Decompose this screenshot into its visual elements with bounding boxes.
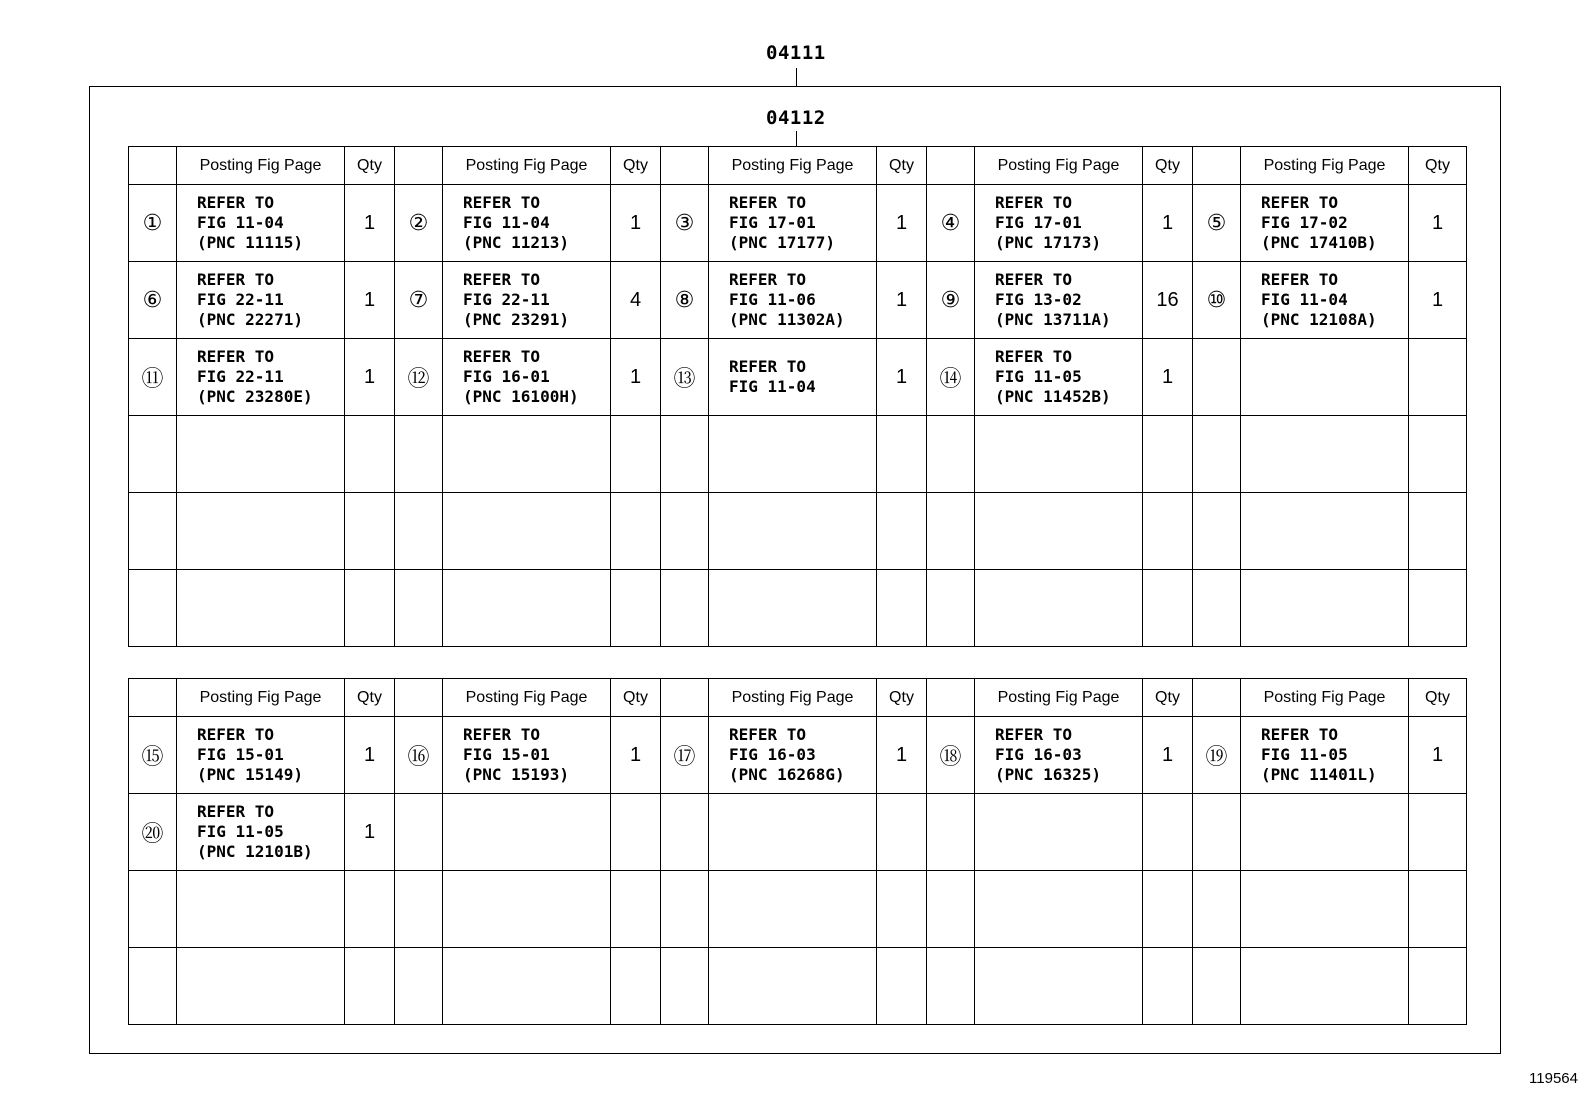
callout-number bbox=[661, 794, 709, 871]
callout-number bbox=[395, 948, 443, 1025]
qty-cell bbox=[1143, 871, 1193, 948]
reference-line: REFER TO bbox=[995, 270, 1073, 289]
inner-label-leader bbox=[796, 131, 797, 146]
reference-line: (PNC 15193) bbox=[463, 765, 569, 784]
number-header bbox=[927, 679, 975, 717]
reference-line: (PNC 17410B) bbox=[1261, 233, 1377, 252]
top-assembly-label: 04111 bbox=[766, 42, 826, 64]
reference-line: REFER TO bbox=[995, 725, 1073, 744]
qty-cell bbox=[877, 871, 927, 948]
table-row bbox=[129, 416, 1467, 493]
reference-line: FIG 17-01 bbox=[995, 213, 1082, 232]
qty-cell bbox=[877, 948, 927, 1025]
callout-number: ⑧ bbox=[661, 262, 709, 339]
reference-line: FIG 11-04 bbox=[729, 377, 816, 396]
illustration-number: 119564 bbox=[1529, 1070, 1578, 1087]
qty-header: Qty bbox=[1143, 679, 1193, 717]
callout-number bbox=[395, 416, 443, 493]
callout-number: ⑫ bbox=[395, 339, 443, 416]
reference-line: REFER TO bbox=[729, 270, 807, 289]
top-parts-table bbox=[128, 146, 1467, 647]
reference-line: (PNC 23291) bbox=[463, 310, 569, 329]
posting-fig-page-cell bbox=[709, 948, 877, 1025]
callout-number bbox=[129, 570, 177, 647]
reference-line: REFER TO bbox=[197, 193, 275, 212]
callout-number bbox=[395, 570, 443, 647]
callout-number: ⑭ bbox=[927, 339, 975, 416]
qty-cell bbox=[1143, 948, 1193, 1025]
posting-fig-page-cell bbox=[1241, 493, 1409, 570]
reference-line: FIG 22-11 bbox=[197, 290, 284, 309]
reference-line: (PNC 11115) bbox=[197, 233, 303, 252]
qty-cell bbox=[611, 493, 661, 570]
callout-number bbox=[661, 416, 709, 493]
posting-fig-page-cell bbox=[975, 416, 1143, 493]
reference-line: (PNC 11302A) bbox=[729, 310, 845, 329]
qty-cell: 1 bbox=[345, 717, 395, 794]
callout-number: ② bbox=[395, 185, 443, 262]
qty-header: Qty bbox=[611, 679, 661, 717]
callout-number bbox=[1193, 948, 1241, 1025]
qty-header: Qty bbox=[611, 147, 661, 185]
bottom-parts-table bbox=[128, 678, 1467, 1025]
callout-number: ⑰ bbox=[661, 717, 709, 794]
reference-line: FIG 13-02 bbox=[995, 290, 1082, 309]
posting-fig-page-cell bbox=[1241, 794, 1409, 871]
qty-cell bbox=[1143, 794, 1193, 871]
reference-line: (PNC 23280E) bbox=[197, 387, 313, 406]
callout-number bbox=[927, 493, 975, 570]
posting-fig-page-cell bbox=[709, 871, 877, 948]
reference-line: REFER TO bbox=[729, 725, 807, 744]
number-header bbox=[129, 679, 177, 717]
reference-line: (PNC 11401L) bbox=[1261, 765, 1377, 784]
callout-number bbox=[927, 416, 975, 493]
qty-cell: 1 bbox=[345, 185, 395, 262]
posting-fig-page-cell bbox=[975, 339, 1143, 416]
qty-cell: 1 bbox=[877, 185, 927, 262]
reference-line: (PNC 22271) bbox=[197, 310, 303, 329]
posting-fig-page-cell bbox=[1241, 948, 1409, 1025]
qty-cell: 1 bbox=[1143, 339, 1193, 416]
number-header bbox=[927, 147, 975, 185]
reference-line: REFER TO bbox=[463, 193, 541, 212]
posting-fig-page-cell bbox=[709, 794, 877, 871]
qty-header: Qty bbox=[1409, 147, 1467, 185]
qty-cell: 1 bbox=[1143, 717, 1193, 794]
qty-cell bbox=[877, 493, 927, 570]
posting-fig-page-header: Posting Fig Page bbox=[1241, 679, 1409, 717]
reference-line: REFER TO bbox=[729, 193, 807, 212]
qty-cell bbox=[611, 570, 661, 647]
reference-line: REFER TO bbox=[995, 347, 1073, 366]
number-header bbox=[395, 679, 443, 717]
posting-fig-page-cell bbox=[177, 570, 345, 647]
table-row bbox=[129, 570, 1467, 647]
callout-number bbox=[129, 493, 177, 570]
callout-number: ③ bbox=[661, 185, 709, 262]
qty-cell: 1 bbox=[1409, 262, 1467, 339]
posting-fig-page-cell bbox=[709, 262, 877, 339]
callout-number bbox=[927, 794, 975, 871]
posting-fig-page-cell bbox=[177, 717, 345, 794]
qty-cell bbox=[345, 570, 395, 647]
posting-fig-page-header: Posting Fig Page bbox=[177, 679, 345, 717]
callout-number bbox=[661, 948, 709, 1025]
callout-number: ⑦ bbox=[395, 262, 443, 339]
callout-number bbox=[395, 794, 443, 871]
qty-cell: 1 bbox=[1143, 185, 1193, 262]
qty-cell: 1 bbox=[611, 717, 661, 794]
posting-fig-page-cell bbox=[443, 262, 611, 339]
reference-line: REFER TO bbox=[197, 802, 275, 821]
qty-cell: 1 bbox=[1409, 717, 1467, 794]
posting-fig-page-cell bbox=[177, 794, 345, 871]
qty-cell: 1 bbox=[345, 794, 395, 871]
reference-line: (PNC 17177) bbox=[729, 233, 835, 252]
qty-cell: 1 bbox=[877, 339, 927, 416]
callout-number: ⑯ bbox=[395, 717, 443, 794]
posting-fig-page-cell bbox=[709, 185, 877, 262]
reference-line: (PNC 11452B) bbox=[995, 387, 1111, 406]
callout-number bbox=[395, 871, 443, 948]
header-row bbox=[129, 679, 1467, 717]
qty-cell bbox=[1409, 416, 1467, 493]
reference-line: FIG 16-03 bbox=[729, 745, 816, 764]
posting-fig-page-cell bbox=[709, 570, 877, 647]
qty-header: Qty bbox=[345, 147, 395, 185]
qty-cell bbox=[1143, 493, 1193, 570]
qty-cell bbox=[345, 416, 395, 493]
reference-line: FIG 22-11 bbox=[463, 290, 550, 309]
reference-line: REFER TO bbox=[1261, 725, 1339, 744]
qty-cell bbox=[1409, 871, 1467, 948]
callout-number: ⑮ bbox=[129, 717, 177, 794]
callout-number: ⑱ bbox=[927, 717, 975, 794]
callout-number bbox=[661, 493, 709, 570]
callout-number bbox=[927, 570, 975, 647]
posting-fig-page-cell bbox=[177, 871, 345, 948]
callout-number: ⑬ bbox=[661, 339, 709, 416]
reference-line: FIG 11-04 bbox=[197, 213, 284, 232]
posting-fig-page-cell bbox=[443, 493, 611, 570]
reference-line: FIG 11-04 bbox=[1261, 290, 1348, 309]
posting-fig-page-cell bbox=[709, 416, 877, 493]
table-row bbox=[129, 339, 1467, 416]
posting-fig-page-header: Posting Fig Page bbox=[975, 147, 1143, 185]
posting-fig-page-cell bbox=[177, 948, 345, 1025]
posting-fig-page-header: Posting Fig Page bbox=[443, 679, 611, 717]
qty-cell bbox=[611, 948, 661, 1025]
reference-line: (PNC 11213) bbox=[463, 233, 569, 252]
qty-cell bbox=[1143, 416, 1193, 493]
qty-cell: 4 bbox=[611, 262, 661, 339]
posting-fig-page-cell bbox=[443, 570, 611, 647]
posting-fig-page-cell bbox=[443, 416, 611, 493]
callout-number: ⑲ bbox=[1193, 717, 1241, 794]
posting-fig-page-cell bbox=[1241, 416, 1409, 493]
table-row bbox=[129, 948, 1467, 1025]
callout-number bbox=[395, 493, 443, 570]
callout-number bbox=[927, 948, 975, 1025]
posting-fig-page-cell bbox=[975, 717, 1143, 794]
qty-cell bbox=[345, 948, 395, 1025]
posting-fig-page-cell bbox=[443, 717, 611, 794]
reference-line: FIG 17-02 bbox=[1261, 213, 1348, 232]
callout-number bbox=[1193, 871, 1241, 948]
posting-fig-page-cell bbox=[1241, 871, 1409, 948]
qty-cell bbox=[611, 794, 661, 871]
reference-line: FIG 15-01 bbox=[463, 745, 550, 764]
table-row bbox=[129, 794, 1467, 871]
reference-line: REFER TO bbox=[463, 270, 541, 289]
callout-number: ⑩ bbox=[1193, 262, 1241, 339]
number-header bbox=[1193, 679, 1241, 717]
posting-fig-page-cell bbox=[443, 871, 611, 948]
qty-cell bbox=[611, 416, 661, 493]
posting-fig-page-cell bbox=[443, 794, 611, 871]
posting-fig-page-cell bbox=[975, 262, 1143, 339]
posting-fig-page-cell bbox=[1241, 339, 1409, 416]
callout-number bbox=[129, 871, 177, 948]
qty-cell: 1 bbox=[345, 262, 395, 339]
callout-number: ⑤ bbox=[1193, 185, 1241, 262]
callout-number: ⑳ bbox=[129, 794, 177, 871]
qty-cell bbox=[1409, 493, 1467, 570]
callout-number bbox=[661, 570, 709, 647]
reference-line: (PNC 16100H) bbox=[463, 387, 579, 406]
reference-line: REFER TO bbox=[197, 725, 275, 744]
reference-line: (PNC 15149) bbox=[197, 765, 303, 784]
qty-header: Qty bbox=[1409, 679, 1467, 717]
posting-fig-page-header: Posting Fig Page bbox=[443, 147, 611, 185]
number-header bbox=[129, 147, 177, 185]
qty-cell bbox=[877, 416, 927, 493]
qty-header: Qty bbox=[345, 679, 395, 717]
number-header bbox=[661, 679, 709, 717]
posting-fig-page-cell bbox=[709, 493, 877, 570]
posting-fig-page-cell bbox=[975, 794, 1143, 871]
qty-cell: 1 bbox=[877, 262, 927, 339]
posting-fig-page-cell bbox=[709, 717, 877, 794]
number-header bbox=[661, 147, 709, 185]
reference-line: FIG 11-05 bbox=[995, 367, 1082, 386]
reference-line: (PNC 12108A) bbox=[1261, 310, 1377, 329]
reference-line: FIG 22-11 bbox=[197, 367, 284, 386]
callout-number: ⑨ bbox=[927, 262, 975, 339]
qty-cell bbox=[1143, 570, 1193, 647]
posting-fig-page-header: Posting Fig Page bbox=[975, 679, 1143, 717]
posting-fig-page-cell bbox=[443, 185, 611, 262]
qty-header: Qty bbox=[877, 679, 927, 717]
posting-fig-page-cell bbox=[443, 339, 611, 416]
reference-line: FIG 11-05 bbox=[1261, 745, 1348, 764]
posting-fig-page-cell bbox=[177, 185, 345, 262]
number-header bbox=[395, 147, 443, 185]
reference-line: (PNC 16325) bbox=[995, 765, 1101, 784]
reference-line: REFER TO bbox=[1261, 193, 1339, 212]
callout-number: ⑥ bbox=[129, 262, 177, 339]
qty-header: Qty bbox=[877, 147, 927, 185]
callout-number bbox=[129, 416, 177, 493]
posting-fig-page-header: Posting Fig Page bbox=[1241, 147, 1409, 185]
callout-number bbox=[129, 948, 177, 1025]
callout-number: ④ bbox=[927, 185, 975, 262]
qty-cell: 1 bbox=[1409, 185, 1467, 262]
reference-line: REFER TO bbox=[729, 357, 807, 376]
inner-assembly-label: 04112 bbox=[766, 107, 826, 129]
number-header bbox=[1193, 147, 1241, 185]
posting-fig-page-cell bbox=[177, 262, 345, 339]
reference-line: REFER TO bbox=[197, 347, 275, 366]
posting-fig-page-cell bbox=[177, 339, 345, 416]
posting-fig-page-cell bbox=[975, 570, 1143, 647]
reference-line: FIG 11-04 bbox=[463, 213, 550, 232]
reference-line: FIG 11-06 bbox=[729, 290, 816, 309]
posting-fig-page-cell bbox=[1241, 262, 1409, 339]
top-label-leader bbox=[796, 68, 797, 86]
posting-fig-page-cell bbox=[975, 948, 1143, 1025]
table-row bbox=[129, 262, 1467, 339]
reference-line: (PNC 12101B) bbox=[197, 842, 313, 861]
qty-cell bbox=[1409, 948, 1467, 1025]
qty-cell bbox=[877, 794, 927, 871]
callout-number bbox=[1193, 339, 1241, 416]
callout-number bbox=[661, 871, 709, 948]
qty-header: Qty bbox=[1143, 147, 1193, 185]
posting-fig-page-cell bbox=[975, 871, 1143, 948]
reference-line: REFER TO bbox=[995, 193, 1073, 212]
table-row bbox=[129, 185, 1467, 262]
reference-line: FIG 16-01 bbox=[463, 367, 550, 386]
qty-cell bbox=[1409, 794, 1467, 871]
reference-line: REFER TO bbox=[463, 725, 541, 744]
reference-line: (PNC 16268G) bbox=[729, 765, 845, 784]
qty-cell bbox=[345, 871, 395, 948]
callout-number bbox=[1193, 493, 1241, 570]
table-row bbox=[129, 493, 1467, 570]
posting-fig-page-cell bbox=[177, 493, 345, 570]
callout-number: ⑪ bbox=[129, 339, 177, 416]
callout-number bbox=[927, 871, 975, 948]
posting-fig-page-cell bbox=[709, 339, 877, 416]
reference-line: (PNC 13711A) bbox=[995, 310, 1111, 329]
header-row bbox=[129, 147, 1467, 185]
callout-number: ① bbox=[129, 185, 177, 262]
callout-number bbox=[1193, 416, 1241, 493]
qty-cell bbox=[1409, 570, 1467, 647]
reference-line: FIG 17-01 bbox=[729, 213, 816, 232]
reference-line: FIG 15-01 bbox=[197, 745, 284, 764]
reference-line: FIG 11-05 bbox=[197, 822, 284, 841]
posting-fig-page-cell bbox=[975, 185, 1143, 262]
qty-cell: 1 bbox=[877, 717, 927, 794]
posting-fig-page-header: Posting Fig Page bbox=[709, 147, 877, 185]
callout-number bbox=[1193, 794, 1241, 871]
reference-line: REFER TO bbox=[463, 347, 541, 366]
qty-cell: 1 bbox=[611, 339, 661, 416]
qty-cell bbox=[345, 493, 395, 570]
reference-line: REFER TO bbox=[197, 270, 275, 289]
qty-cell bbox=[877, 570, 927, 647]
reference-line: (PNC 17173) bbox=[995, 233, 1101, 252]
qty-cell: 1 bbox=[345, 339, 395, 416]
qty-cell bbox=[1409, 339, 1467, 416]
posting-fig-page-cell bbox=[177, 416, 345, 493]
reference-line: FIG 16-03 bbox=[995, 745, 1082, 764]
posting-fig-page-cell bbox=[443, 948, 611, 1025]
reference-line: REFER TO bbox=[1261, 270, 1339, 289]
posting-fig-page-header: Posting Fig Page bbox=[177, 147, 345, 185]
posting-fig-page-cell bbox=[1241, 570, 1409, 647]
posting-fig-page-cell bbox=[975, 493, 1143, 570]
qty-cell: 1 bbox=[611, 185, 661, 262]
callout-number bbox=[1193, 570, 1241, 647]
posting-fig-page-cell bbox=[1241, 717, 1409, 794]
table-row bbox=[129, 717, 1467, 794]
table-row bbox=[129, 871, 1467, 948]
posting-fig-page-header: Posting Fig Page bbox=[709, 679, 877, 717]
posting-fig-page-cell bbox=[1241, 185, 1409, 262]
qty-cell bbox=[611, 871, 661, 948]
qty-cell: 16 bbox=[1143, 262, 1193, 339]
